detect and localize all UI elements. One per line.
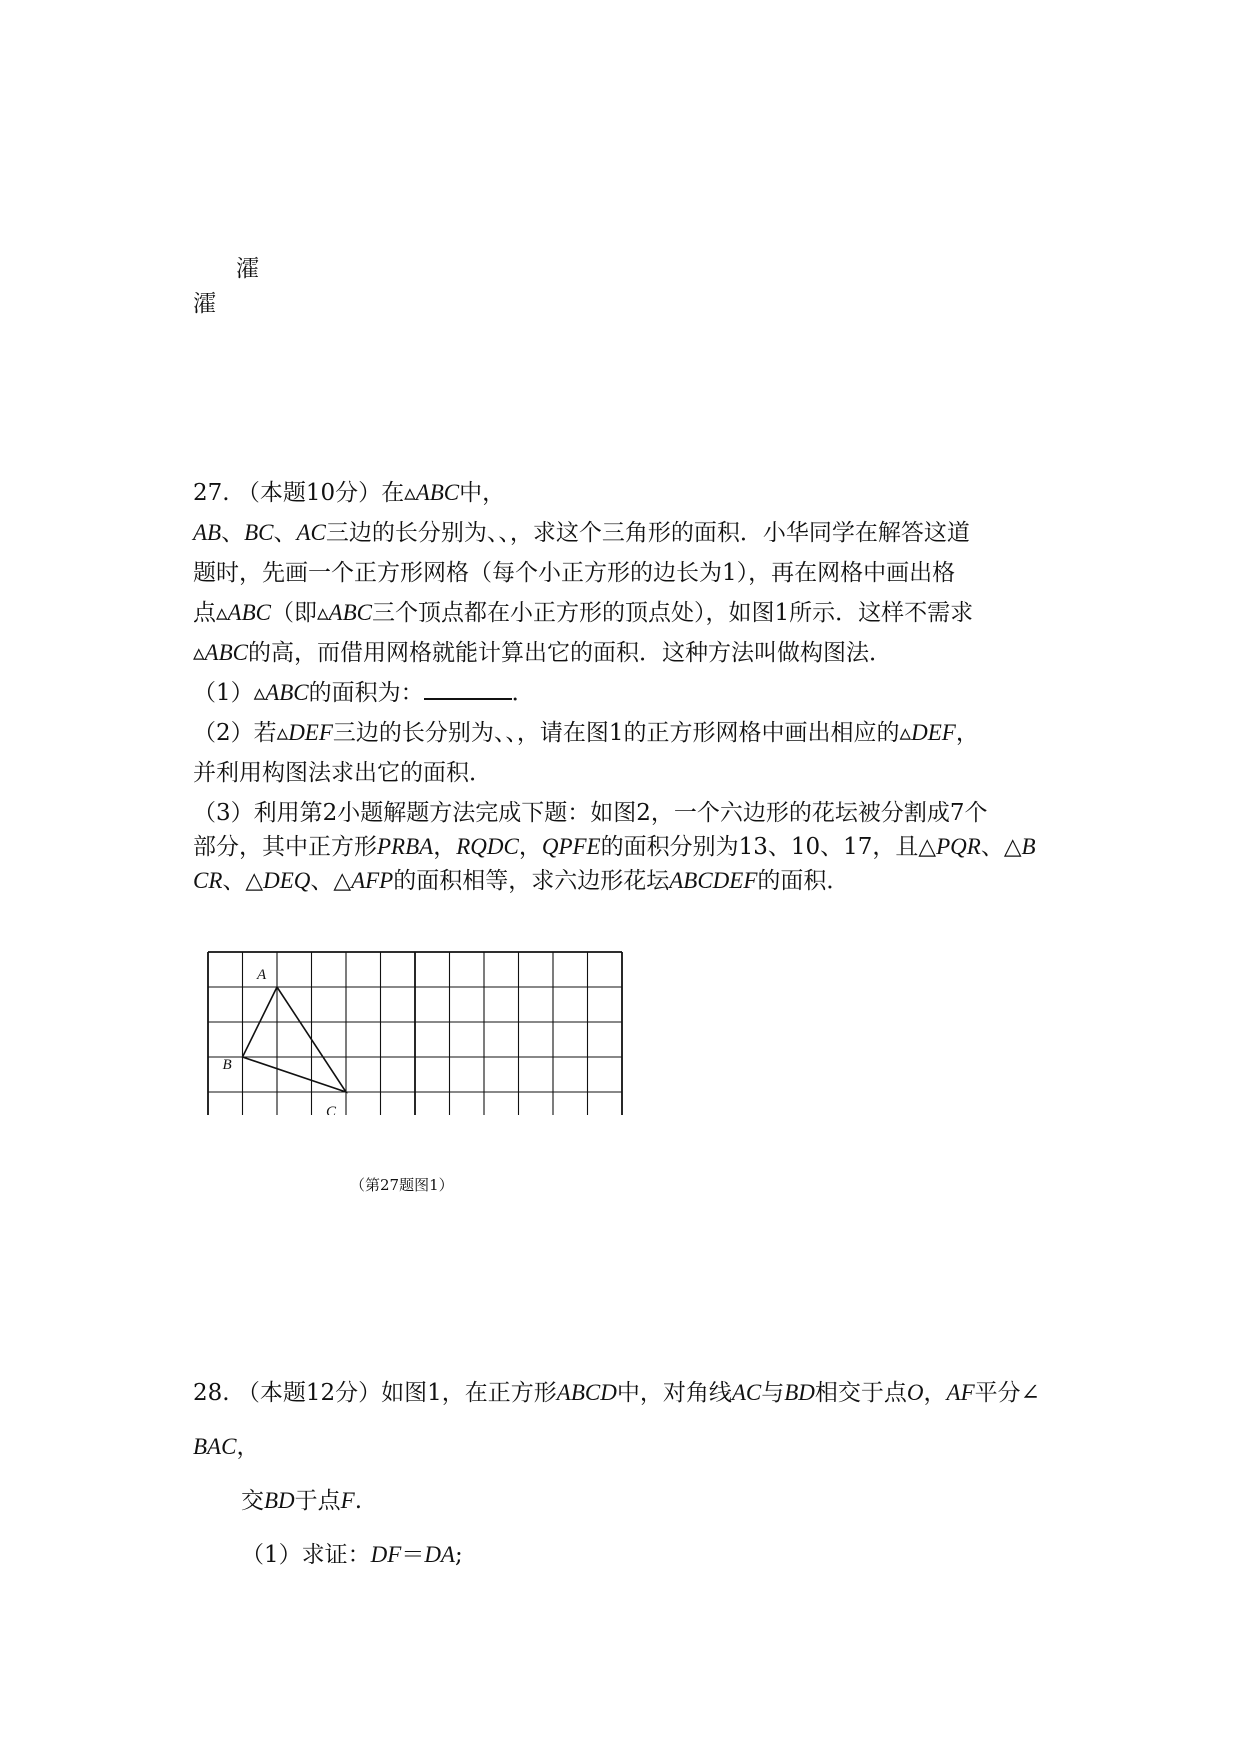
vertex-label-a: A bbox=[257, 967, 267, 983]
q27-part-2-line-2: 并利用构图法求出它的面积． bbox=[193, 760, 492, 786]
vertex-label-b: B bbox=[222, 1057, 232, 1073]
vertex-labels bbox=[223, 967, 338, 1115]
q27-line-5: ▵ABC的高，而借用网格就能计算出它的面积．这种方法叫做构图法． bbox=[193, 640, 892, 666]
q28-line-3: 交BD于点F. bbox=[241, 1488, 363, 1514]
grid-lines bbox=[208, 952, 622, 1115]
triangle-symbol: ▵ bbox=[253, 680, 266, 706]
triangle-symbol: ▵ bbox=[193, 640, 205, 666]
q28-part-1: （1）求证：DF＝DA; bbox=[241, 1542, 463, 1568]
q27-line-4: 点▵ABC（即▵ABC三个顶点都在小正方形的顶点处），如图1所示．这样不需求 bbox=[193, 600, 974, 626]
stray-mark-2: 瀖 bbox=[193, 291, 216, 317]
triangle-symbol: ▵ bbox=[276, 720, 289, 746]
triangle-symbol: ▵ bbox=[216, 600, 228, 626]
triangle-outline bbox=[243, 987, 347, 1092]
q27-part-3: （3）利用第2小题解题方法完成下题：如图2，一个六边形的花坛被分割成7个 bbox=[193, 800, 988, 826]
triangle-abc bbox=[243, 987, 347, 1092]
triangle-symbol: ▵ bbox=[317, 600, 329, 626]
stray-mark-1: 瀖 bbox=[236, 256, 259, 282]
q27-part-3-line-3: CR、△DEQ、△AFP的面积相等，求六边形花坛ABCDEF的面积． bbox=[193, 868, 850, 894]
q28-line-1: 28. （本题12分）如图1，在正方形ABCD中，对角线AC与BD相交于点O，AF平分∠ bbox=[193, 1380, 1040, 1406]
vertex-label-c: C bbox=[326, 1104, 337, 1115]
q27-line-2: AB、BC、AC三边的长分别为、、，求这个三角形的面积．小华同学在解答这道 bbox=[193, 520, 970, 546]
triangle-symbol: ▵ bbox=[899, 720, 912, 746]
grid-figure bbox=[205, 950, 635, 1115]
answer-blank[interactable] bbox=[424, 680, 512, 700]
q27-part-2: （2）若▵DEF三边的长分别为、、，请在图1的正方形网格中画出相应的▵DEF， bbox=[193, 720, 979, 746]
figure-1-caption: （第27题图1） bbox=[350, 1176, 454, 1194]
q27-part-1: （1）▵ABC的面积为： ． bbox=[193, 680, 535, 706]
q28-line-2: BAC， bbox=[193, 1434, 260, 1460]
triangle-symbol: ▵ bbox=[404, 480, 416, 506]
q27-line-3: 题时，先画一个正方形网格（每个小正方形的边长为1），再在网格中画出格 bbox=[193, 560, 956, 586]
q27-header: 27. （本题10分）在▵ABC中， bbox=[193, 480, 506, 506]
q27-part-3-line-2: 部分，其中正方形PRBA，RQDC，QPFE的面积分别为13、10、17，且△PQR、△B bbox=[193, 834, 1036, 860]
figure-1 bbox=[205, 950, 635, 1121]
